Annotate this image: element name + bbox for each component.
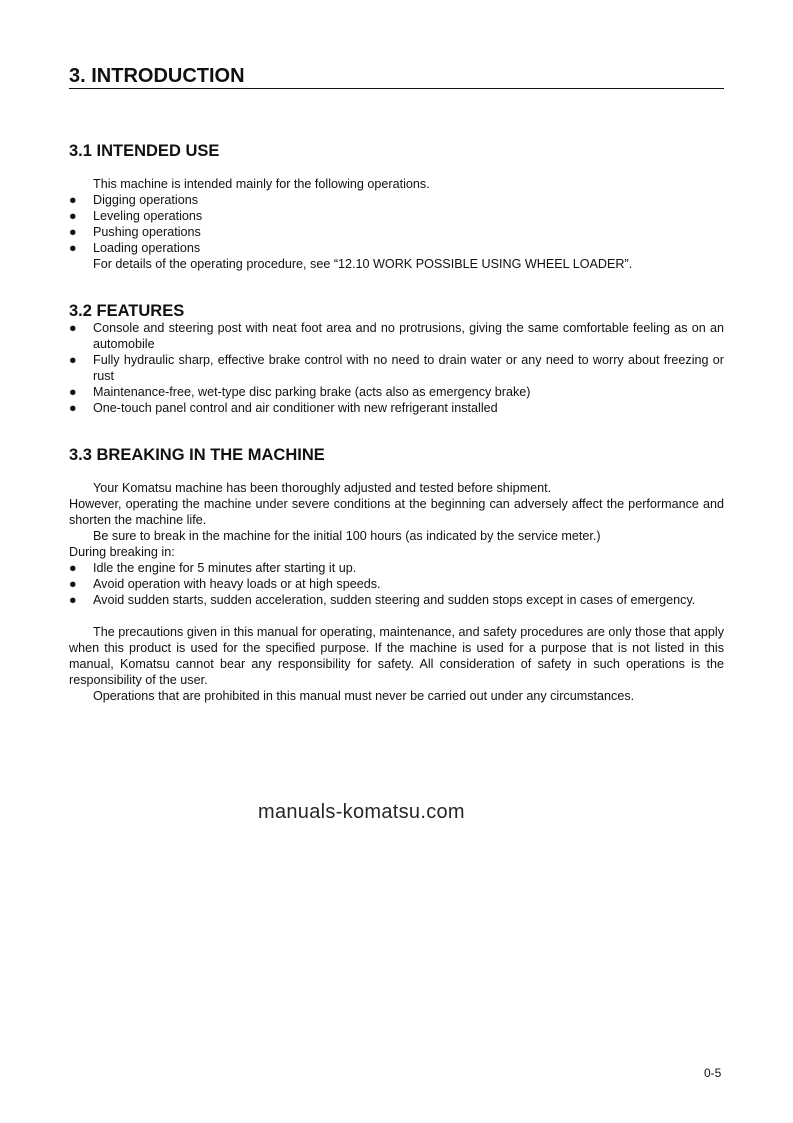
list-item-text: Fully hydraulic sharp, effective brake control with no need to drain water or any need to worry about freezing or rust	[93, 353, 724, 383]
paragraph: Operations that are prohibited in this manual must never be carried out under any circumstances.	[93, 689, 635, 703]
bullet-icon: ●	[69, 193, 77, 207]
list-item	[69, 320, 724, 352]
list-item-text: Avoid operation with heavy loads or at high speeds.	[93, 577, 381, 591]
list-item	[69, 240, 724, 256]
list-item-text: Digging operations	[93, 193, 199, 207]
list-item-text: Console and steering post with neat foot area and no protrusions, giving the same comfortable feeling as on an automobile	[93, 321, 724, 351]
bullet-icon: ●	[69, 561, 77, 575]
bullet-icon: ●	[69, 353, 77, 367]
watermark: manuals-komatsu.com	[258, 801, 465, 823]
paragraph: Your Komatsu machine has been thoroughly adjusted and tested before shipment.	[93, 481, 552, 495]
list-item	[69, 224, 724, 240]
list-item	[69, 352, 724, 384]
paragraph: Be sure to break in the machine for the initial 100 hours (as indicated by the service meter.)	[93, 529, 601, 543]
list-item	[69, 576, 724, 592]
list-item	[69, 400, 724, 416]
section-heading-features: 3.2 FEATURES	[69, 302, 185, 320]
bullet-icon: ●	[69, 321, 77, 335]
bullet-icon: ●	[69, 577, 77, 591]
paragraph: The precautions given in this manual for operating, maintenance, and safety procedures are only those that apply when this product is used for the specified purpose. If the machine is used for a purpose that is not listed in this manual, Komatsu cannot bear any responsibility for safety. All consideration of safety in such operations is the responsibility of the user.	[69, 625, 724, 687]
list-item	[69, 208, 724, 224]
list-item-text: Avoid sudden starts, sudden acceleration, sudden steering and sudden stops except in cases of emergency.	[93, 593, 696, 607]
breaking-in-body	[69, 480, 724, 704]
list-item	[69, 560, 724, 576]
section-heading-breaking-in: 3.3 BREAKING IN THE MACHINE	[69, 446, 325, 464]
list-item	[69, 384, 724, 400]
bullet-icon: ●	[69, 225, 77, 239]
bullet-icon: ●	[69, 385, 77, 399]
list-item-text: Leveling operations	[93, 209, 203, 223]
reference-text: For details of the operating procedure, see “12.10 WORK POSSIBLE USING WHEEL LOADER”.	[93, 257, 633, 271]
paragraph: During breaking in:	[69, 545, 175, 559]
paragraph: However, operating the machine under severe conditions at the beginning can adversely affect the performance and shorten the machine life.	[69, 497, 724, 527]
bullet-icon: ●	[69, 209, 77, 223]
list-item-text: Idle the engine for 5 minutes after starting it up.	[93, 561, 357, 575]
list-item	[69, 192, 724, 208]
list-item-text: One-touch panel control and air conditioner with new refrigerant installed	[93, 401, 498, 415]
section-heading-intended-use: 3.1 INTENDED USE	[69, 142, 220, 160]
intended-use-body	[69, 176, 724, 272]
bullet-icon: ●	[69, 401, 77, 415]
page-number: 0-5	[704, 1066, 722, 1080]
features-list	[69, 320, 724, 416]
list-item-text: Loading operations	[93, 241, 201, 255]
bullet-icon: ●	[69, 593, 77, 607]
list-item-text: Pushing operations	[93, 225, 201, 239]
intro-text: This machine is intended mainly for the following operations.	[93, 177, 430, 191]
chapter-title: 3. INTRODUCTION	[69, 64, 724, 89]
list-item	[69, 592, 724, 608]
list-item-text: Maintenance-free, wet-type disc parking brake (acts also as emergency brake)	[93, 385, 531, 399]
bullet-icon: ●	[69, 241, 77, 255]
